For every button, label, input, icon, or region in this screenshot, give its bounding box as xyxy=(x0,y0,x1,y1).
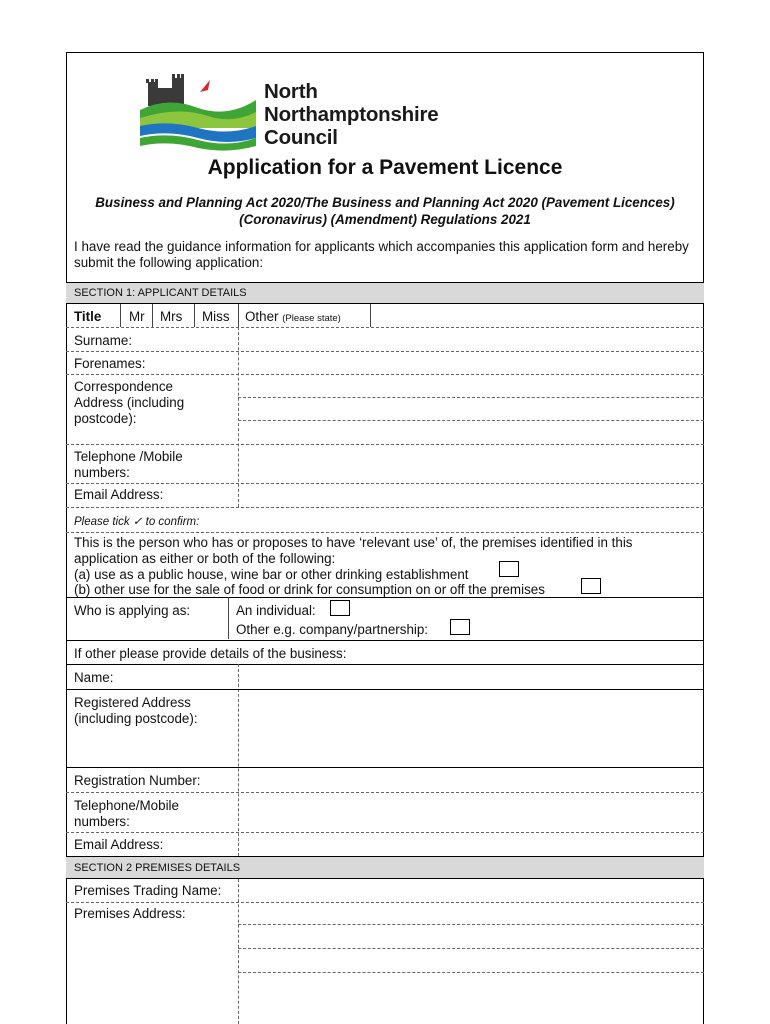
surname-label: Surname: xyxy=(74,333,133,348)
email-input[interactable] xyxy=(240,484,703,506)
registration-number-input[interactable] xyxy=(240,768,703,790)
email-label: Email Address: xyxy=(74,487,164,502)
logo-line-1: North xyxy=(264,80,318,103)
other-note: (Please state) xyxy=(282,313,341,324)
telephone2-input[interactable] xyxy=(240,793,703,831)
surname-input[interactable] xyxy=(240,328,703,350)
telephone2-label: Telephone/Mobile numbers: xyxy=(74,798,179,829)
address-label: Correspondence Address (including postcode): xyxy=(74,379,185,426)
forenames-label: Forenames: xyxy=(74,356,146,371)
row-rule xyxy=(238,924,704,925)
row-rule xyxy=(238,420,704,421)
premises-address-label: Premises Address: xyxy=(74,906,186,921)
column-divider xyxy=(238,327,239,507)
section1-heading: SECTION 1: APPLICANT DETAILS xyxy=(66,282,704,304)
other-label: Other xyxy=(245,309,279,324)
title-option-other[interactable] xyxy=(245,309,341,327)
council-logo-icon xyxy=(138,70,264,152)
divider xyxy=(228,597,229,639)
row-rule xyxy=(66,640,704,641)
use-a-text: (a) use as a public house, wine bar or other drinking establishment xyxy=(74,567,469,582)
title-option-mr[interactable]: Mr xyxy=(129,309,145,324)
title-option-mrs[interactable]: Mrs xyxy=(160,309,183,324)
row-rule xyxy=(238,948,704,949)
column-divider xyxy=(238,664,239,856)
individual-checkbox[interactable] xyxy=(330,600,350,616)
registered-address-label: Registered Address (including postcode): xyxy=(74,695,198,726)
individual-label: An individual: xyxy=(236,603,316,618)
section2-heading: SECTION 2 PREMISES DETAILS xyxy=(66,856,704,879)
business-name-label: Name: xyxy=(74,670,114,685)
title-option-miss[interactable]: Miss xyxy=(202,309,230,324)
telephone-label: Telephone /Mobile numbers: xyxy=(74,449,183,480)
registered-address-input[interactable] xyxy=(240,690,703,766)
divider xyxy=(120,304,121,327)
divider xyxy=(238,304,239,327)
business-details-label: If other please provide details of the business: xyxy=(74,646,347,661)
registration-number-label: Registration Number: xyxy=(74,773,201,788)
use-b-text: (b) other use for the sale of food or drink for consumption on or off the premises xyxy=(74,582,545,597)
tick-note: Please tick ✓ to confirm: xyxy=(74,516,200,528)
premises-address-input[interactable] xyxy=(240,903,703,973)
logo-line-3: Council xyxy=(264,126,338,149)
title-label: Title xyxy=(74,309,102,324)
trading-name-label: Premises Trading Name: xyxy=(74,883,222,898)
telephone-input[interactable] xyxy=(240,445,703,482)
intro-text: I have read the guidance information for applicants which accompanies this application form and hereby submit the following application: xyxy=(74,239,689,270)
logo-line-2: Northamptonshire xyxy=(264,103,439,126)
applying-as-label: Who is applying as: xyxy=(74,603,191,618)
row-rule xyxy=(66,597,704,598)
row-rule xyxy=(238,397,704,398)
page-title: Application for a Pavement Licence xyxy=(207,156,563,179)
other-company-checkbox[interactable] xyxy=(450,619,470,635)
divider xyxy=(152,304,153,327)
relevant-use-text: This is the person who has or proposes to have ‘relevant use’ of, the premises identified in this application as either or both of the following: xyxy=(74,535,633,566)
use-b-checkbox[interactable] xyxy=(581,578,601,594)
business-name-input[interactable] xyxy=(240,665,703,687)
column-divider xyxy=(238,879,239,1024)
divider xyxy=(370,304,371,327)
email2-input[interactable] xyxy=(240,833,703,855)
address-input[interactable] xyxy=(240,375,703,443)
row-rule xyxy=(66,532,704,533)
other-company-label: Other e.g. company/partnership: xyxy=(236,622,429,637)
forenames-input[interactable] xyxy=(240,352,703,374)
email2-label: Email Address: xyxy=(74,837,164,852)
row-rule xyxy=(66,507,704,508)
trading-name-input[interactable] xyxy=(240,880,703,902)
row-rule xyxy=(238,972,704,973)
legislation-subtitle: Business and Planning Act 2020/The Business and Planning Act 2020 (Pavement Licences) (Coronavirus) (Amendment) Regulations 2021 xyxy=(95,195,675,227)
divider xyxy=(194,304,195,327)
council-logo xyxy=(138,70,468,152)
council-name xyxy=(264,80,438,149)
use-a-checkbox[interactable] xyxy=(499,561,519,577)
